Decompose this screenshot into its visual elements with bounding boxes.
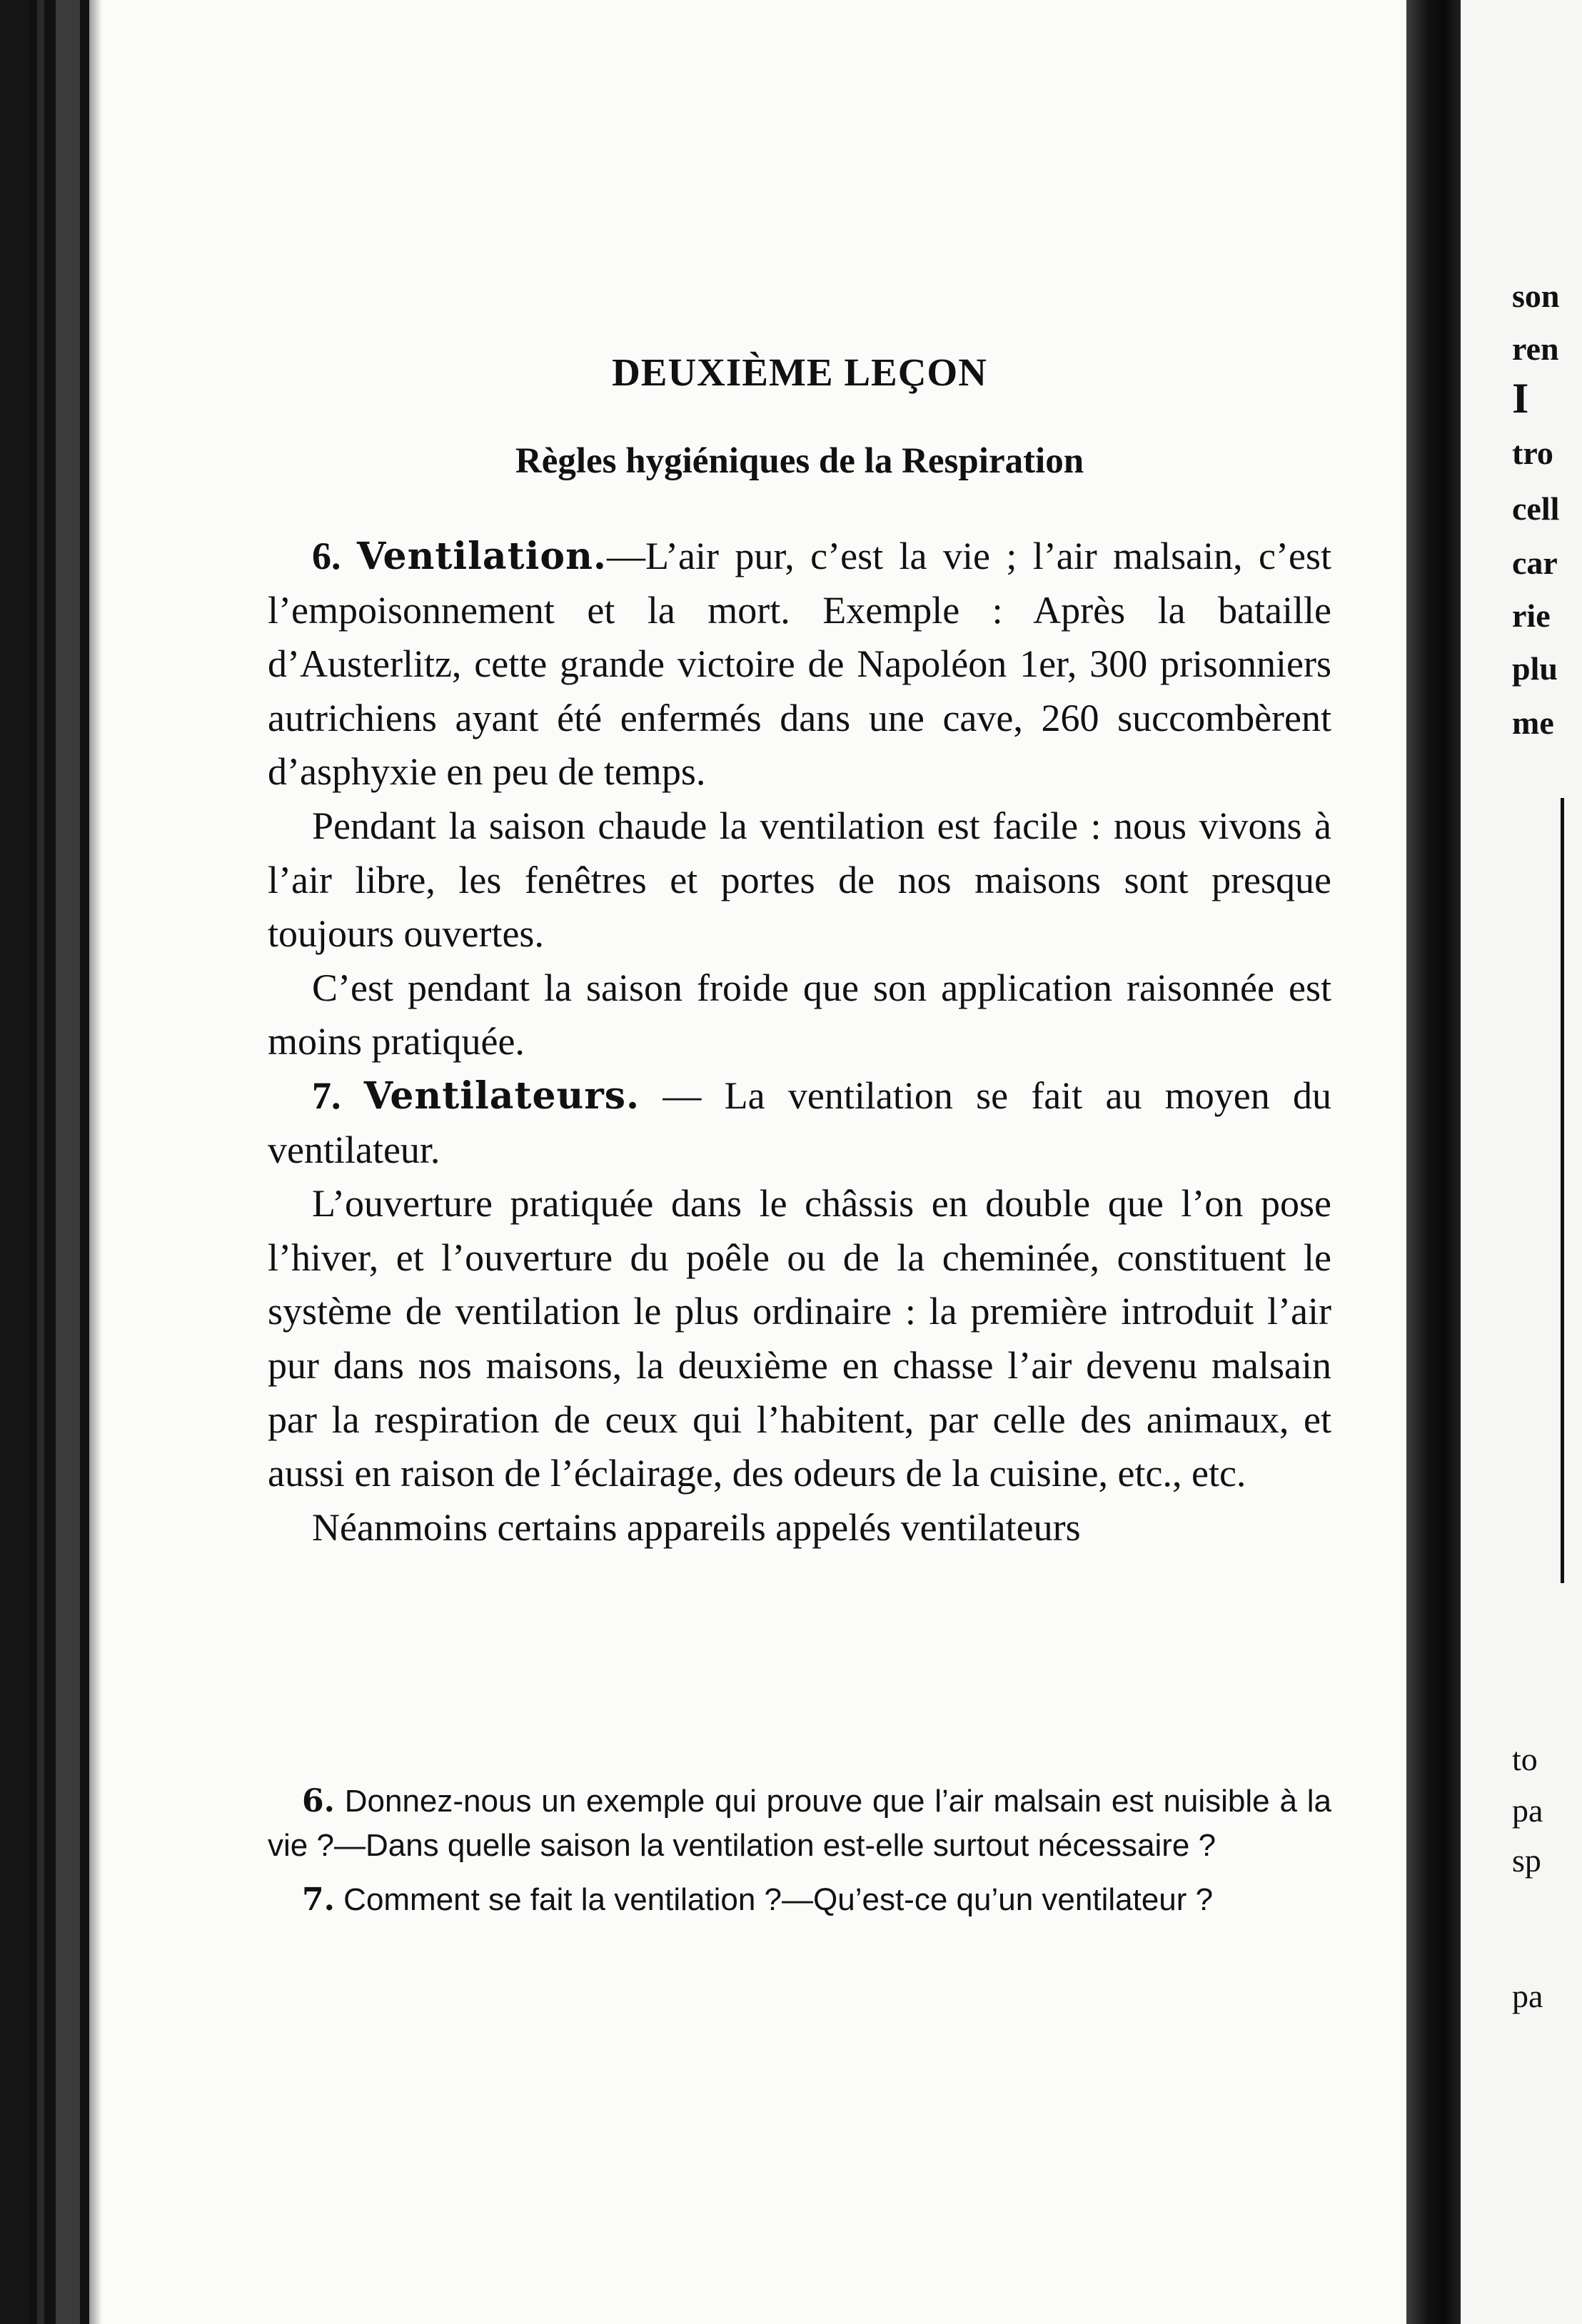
facing-line: ren [1512, 330, 1559, 367]
section-number: 6. [312, 535, 341, 577]
facing-line: cell [1512, 490, 1560, 527]
paragraph: Pendant la saison chaude la ventilation est facile : nous vivons à l’air libre, les fenêtres et portes de nos maisons sont presque toujours ouvertes. [268, 804, 1331, 956]
facing-page-fragment [1461, 0, 1582, 2324]
question-text: Donnez-nous un exemple qui prouve que l’air malsain est nuisible à la vie ?—Dans quelle saison la ventilation est-elle surtout nécessaire ? [268, 1784, 1331, 1863]
question-text: Comment se fait la ventilation ?—Qu’est-ce qu’un ventilateur ? [334, 1882, 1214, 1917]
question-number: 6. [302, 1783, 335, 1819]
facing-line: pa [1512, 1792, 1543, 1829]
lesson-subheading: Règles hygiéniques de la Respiration [515, 441, 1084, 481]
facing-line: son [1512, 278, 1560, 314]
facing-line: I [1512, 375, 1529, 422]
paragraph: Néanmoins certains appareils appelés ventilateurs [312, 1505, 1081, 1549]
facing-line: car [1512, 545, 1558, 581]
facing-line: plu [1512, 650, 1558, 687]
section-number: 7. [312, 1073, 341, 1117]
section-term: Ventilation. [356, 535, 607, 578]
question-item [268, 1878, 1331, 1922]
facing-line: pa [1512, 1978, 1543, 2014]
paragraph: L’ouverture pratiquée dans le châssis en double que l’on pose l’hiver, et l’ouverture du poêle ou de la cheminée, constituent le système de ventilation le plus ordinaire : la première introduit l’air pur dans nos maisons, la deuxième en chasse l’air devenu malsain par la respiration de ceux qui l’habitent, par celle des animaux, et aussi en raison de l’éclairage, des odeurs de la cuisine, etc., etc. [268, 1182, 1331, 1495]
facing-line: tro [1512, 435, 1553, 471]
facing-line: me [1512, 704, 1554, 741]
facing-line: to [1512, 1741, 1538, 1777]
scan-edge-strip [37, 0, 44, 2324]
facing-line: rie [1512, 597, 1551, 634]
lesson-heading: DEUXIÈME LEÇON [612, 350, 987, 394]
paragraph-text: —L’air pur, c’est la vie ; l’air malsain, c’est l’empoisonnement et la mort. Exemple : Après la bataille d’Austerlitz, cette grande victoire de Napoléon 1er, 300 prisonniers autrichiens ayant été enfermés dans une cave, 260 succombèrent d’asphyxie en peu de temps. [268, 535, 1331, 794]
paragraph: C’est pendant la saison froide que son application raisonnée est moins pratiquée. [268, 966, 1331, 1064]
scan-edge-strip-inner [56, 0, 80, 2324]
question-number: 7. [302, 1881, 335, 1918]
review-questions [268, 1779, 1331, 1932]
paragraph-ventilation [268, 530, 1331, 799]
lesson-body [268, 530, 1331, 1555]
facing-line: sp [1512, 1842, 1541, 1879]
section-term: Ventilateurs. [363, 1073, 640, 1118]
scan-edge-left [0, 0, 29, 2324]
question-item [268, 1779, 1331, 1868]
paragraph-text: — La ventilation se fait au moyen du ventilateur. [268, 1073, 1332, 1171]
facing-box-border [1561, 798, 1564, 1583]
paragraph-ventilateurs [268, 1069, 1331, 1177]
book-gutter [1406, 0, 1461, 2324]
